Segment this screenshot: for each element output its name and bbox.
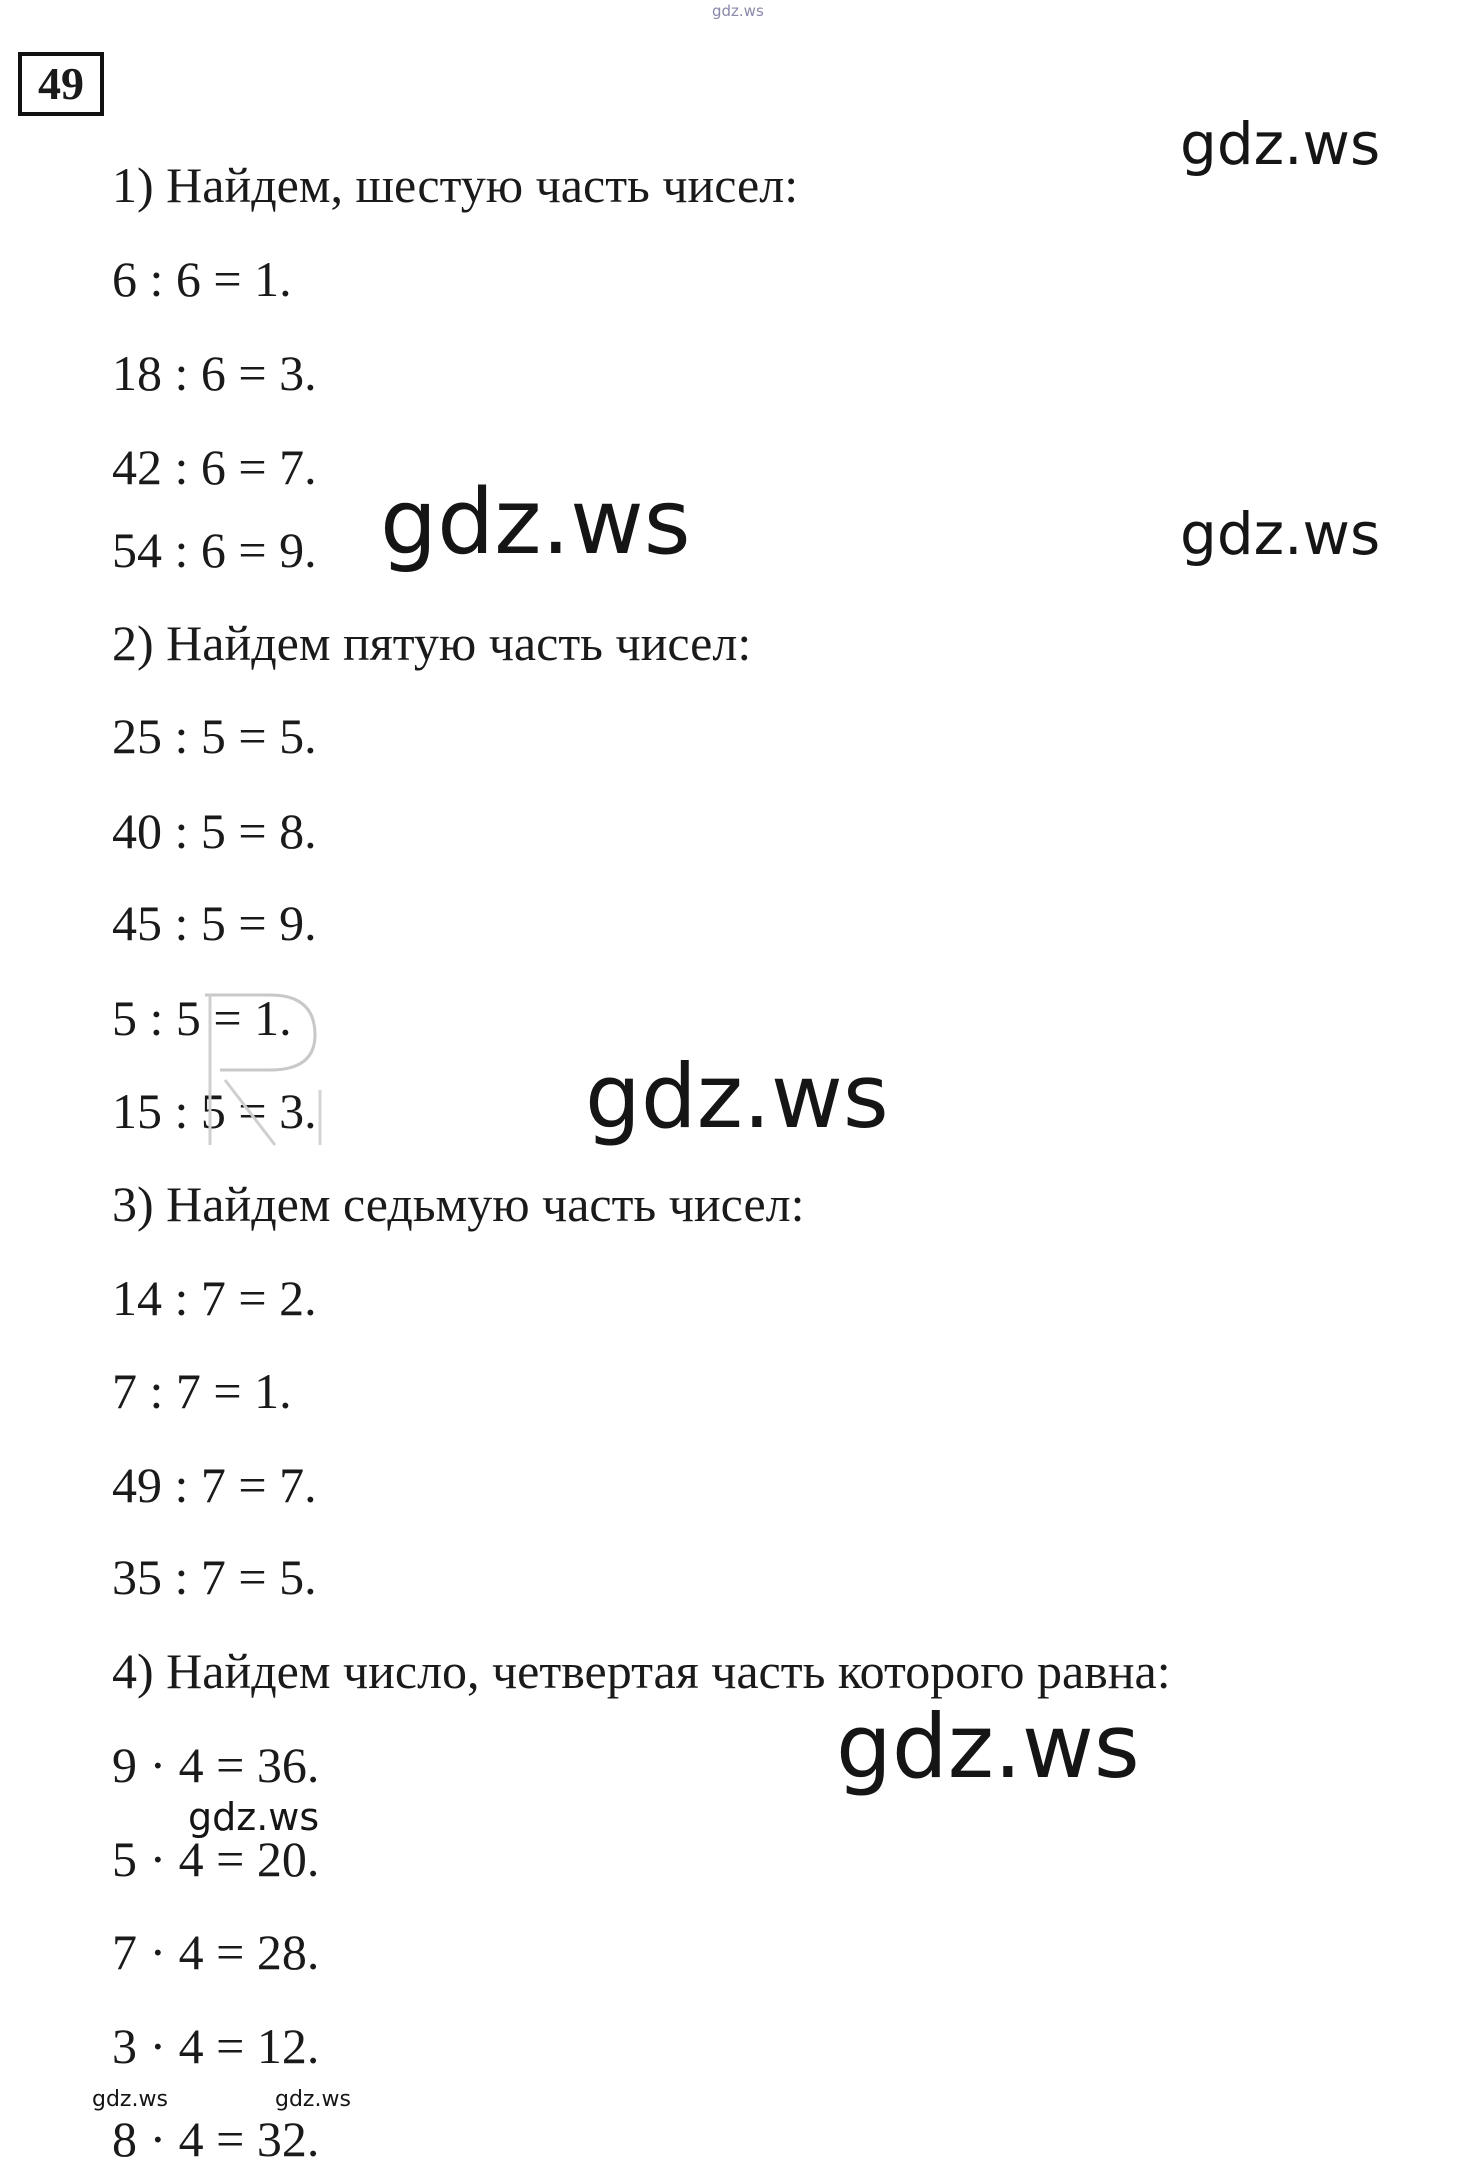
section-heading-3: 3) Найдем седьмую часть чисел: (112, 1176, 805, 1232)
watermark: gdz.ws (836, 1695, 1140, 1798)
equation-line: 6 : 6 = 1. (112, 251, 292, 307)
equation-line: 45 : 5 = 9. (112, 895, 317, 951)
watermark: gdz.ws (188, 1795, 320, 1839)
section-heading-2: 2) Найдем пятую часть чисел: (112, 615, 752, 671)
watermark: gdz.ws (1180, 500, 1381, 568)
section-heading-1: 1) Найдем, шестую часть чисел: (112, 157, 799, 213)
equation-line: 25 : 5 = 5. (112, 708, 317, 764)
watermark: gdz.ws (380, 470, 691, 575)
equation-line: 14 : 7 = 2. (112, 1270, 317, 1326)
equation-line: 5 : 5 = 1. (112, 990, 292, 1046)
problem-number: 49 (18, 52, 104, 116)
equation-line: 49 : 7 = 7. (112, 1457, 317, 1513)
watermark: gdz.ws (1180, 110, 1381, 178)
equation-line: 18 : 6 = 3. (112, 345, 317, 401)
watermark: gdz.ws (275, 2087, 351, 2112)
equation-line: 42 : 6 = 7. (112, 439, 317, 495)
equation-line: 35 : 7 = 5. (112, 1549, 317, 1605)
watermark: gdz.ws (585, 1045, 889, 1148)
equation-line: 9 · 4 = 36. (112, 1737, 320, 1793)
watermark-tiny: gdz.ws (712, 2, 764, 20)
equation-line: 7 · 4 = 28. (112, 1924, 320, 1980)
equation-line: 15 : 5 = 3. (112, 1083, 317, 1139)
section-heading-4: 4) Найдем число, четвертая часть которого равна: (112, 1643, 1171, 1699)
scan-artifact-shape (200, 985, 330, 1150)
equation-line: 3 · 4 = 12. (112, 2018, 320, 2074)
equation-line: 5 · 4 = 20. (112, 1831, 320, 1887)
equation-line: 54 : 6 = 9. (112, 522, 317, 578)
watermark: gdz.ws (92, 2087, 168, 2112)
equation-line: 8 · 4 = 32. (112, 2111, 320, 2167)
equation-line: 40 : 5 = 8. (112, 803, 317, 859)
equation-line: 7 : 7 = 1. (112, 1363, 292, 1419)
